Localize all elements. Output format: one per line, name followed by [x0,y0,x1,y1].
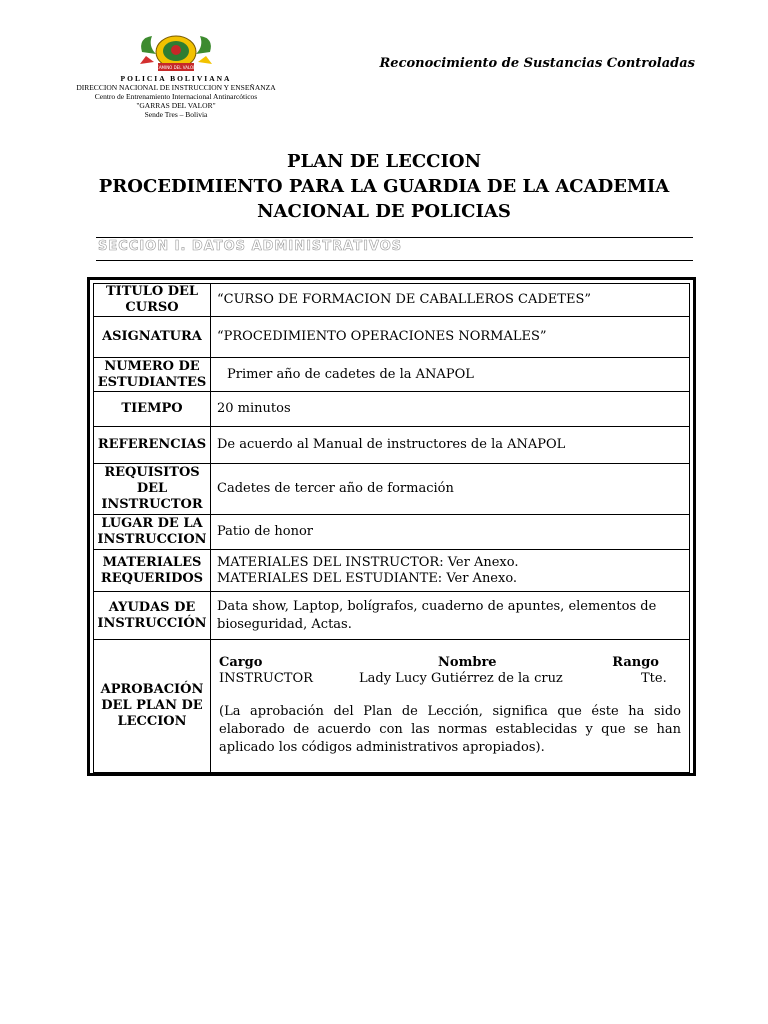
table-row [94,550,690,592]
header-document-title: Reconocimiento de Sustancias Controladas [379,56,695,71]
row-value [211,550,690,592]
title-line-1: PLAN DE LECCION [286,151,482,172]
page-title [0,149,768,224]
institution-line-4: "GARRAS DEL VALOR" [136,101,216,110]
rango-header: Rango [612,655,659,670]
table-row [94,427,690,464]
table-row [94,358,690,392]
approval-label: APROBACIÓN DEL PLAN DE LECCION [94,640,211,773]
approval-note: (La aprobación del Plan de Lección, significa que éste ha sido elaborado de acuerdo con las normas establecidas y que se han aplicado los códigos administrativos apropiados). [219,704,681,755]
police-emblem-icon [136,32,216,74]
cargo-value: INSTRUCTOR [219,671,313,686]
nombre-header: Nombre [438,655,497,670]
row-label: REFERENCIAS [94,427,211,464]
approval-headers [219,655,681,671]
table-row [94,317,690,358]
row-value: Patio de honor [211,515,690,550]
row-label: LUGAR DE LA INSTRUCCION [94,515,211,550]
approval-entry [219,671,681,687]
rango-value: Tte. [641,671,667,686]
approval-row [94,640,690,773]
row-label: NUMERO DE ESTUDIANTES [94,358,211,392]
row-value: De acuerdo al Manual de instructores de la ANAPOL [211,427,690,464]
table-row [94,392,690,427]
institution-line-2: DIRECCION NACIONAL DE INSTRUCCION Y ENSEÑANZA [76,83,276,92]
row-label: TIEMPO [94,392,211,427]
title-line-3: NACIONAL DE POLICIAS [257,201,511,222]
row-label: MATERIALES REQUERIDOS [94,550,211,592]
institution-logo-block [48,32,304,119]
row-label: TITULO DEL CURSO [94,284,211,317]
institution-line-5: Sende Tres – Bolivia [144,110,208,119]
section-label: SECCION I. DATOS ADMINISTRATIVOS [98,239,403,254]
row-value: “CURSO DE FORMACION DE CABALLEROS CADETES” [211,284,690,317]
approval-cell [211,640,690,773]
table-row [94,464,690,515]
institution-line-1: POLICIA BOLIVIANA [120,74,232,83]
table-row [94,515,690,550]
row-value: Data show, Laptop, bolígrafos, cuaderno de apuntes, elementos de bioseguridad, Actas. [211,592,690,640]
row-label: AYUDAS DE INSTRUCCIÓN [94,592,211,640]
row-value-line: MATERIALES DEL ESTUDIANTE: Ver Anexo. [217,570,518,586]
table-row [94,592,690,640]
row-value: “PROCEDIMIENTO OPERACIONES NORMALES” [211,317,690,358]
row-value-line: MATERIALES DEL INSTRUCTOR: Ver Anexo. [217,554,519,570]
row-label: ASIGNATURA [94,317,211,358]
row-value: Cadetes de tercer año de formación [211,464,690,515]
row-value: Primer año de cadetes de la ANAPOL [211,358,690,392]
admin-data-table [87,277,696,776]
title-line-2: PROCEDIMIENTO PARA LA GUARDIA DE LA ACADEMIA [98,176,670,197]
table-row [94,284,690,317]
institution-line-3: Centro de Entrenamiento Internacional Antinarcóticos [94,92,258,101]
row-label: REQUISITOS DEL INSTRUCTOR [94,464,211,515]
nombre-value: Lady Lucy Gutiérrez de la cruz [359,671,563,686]
section-header [96,237,693,261]
emblem-banner-text: CAMINO DEL VALOR [156,65,196,70]
row-value: 20 minutos [211,392,690,427]
cargo-header: Cargo [219,655,263,670]
